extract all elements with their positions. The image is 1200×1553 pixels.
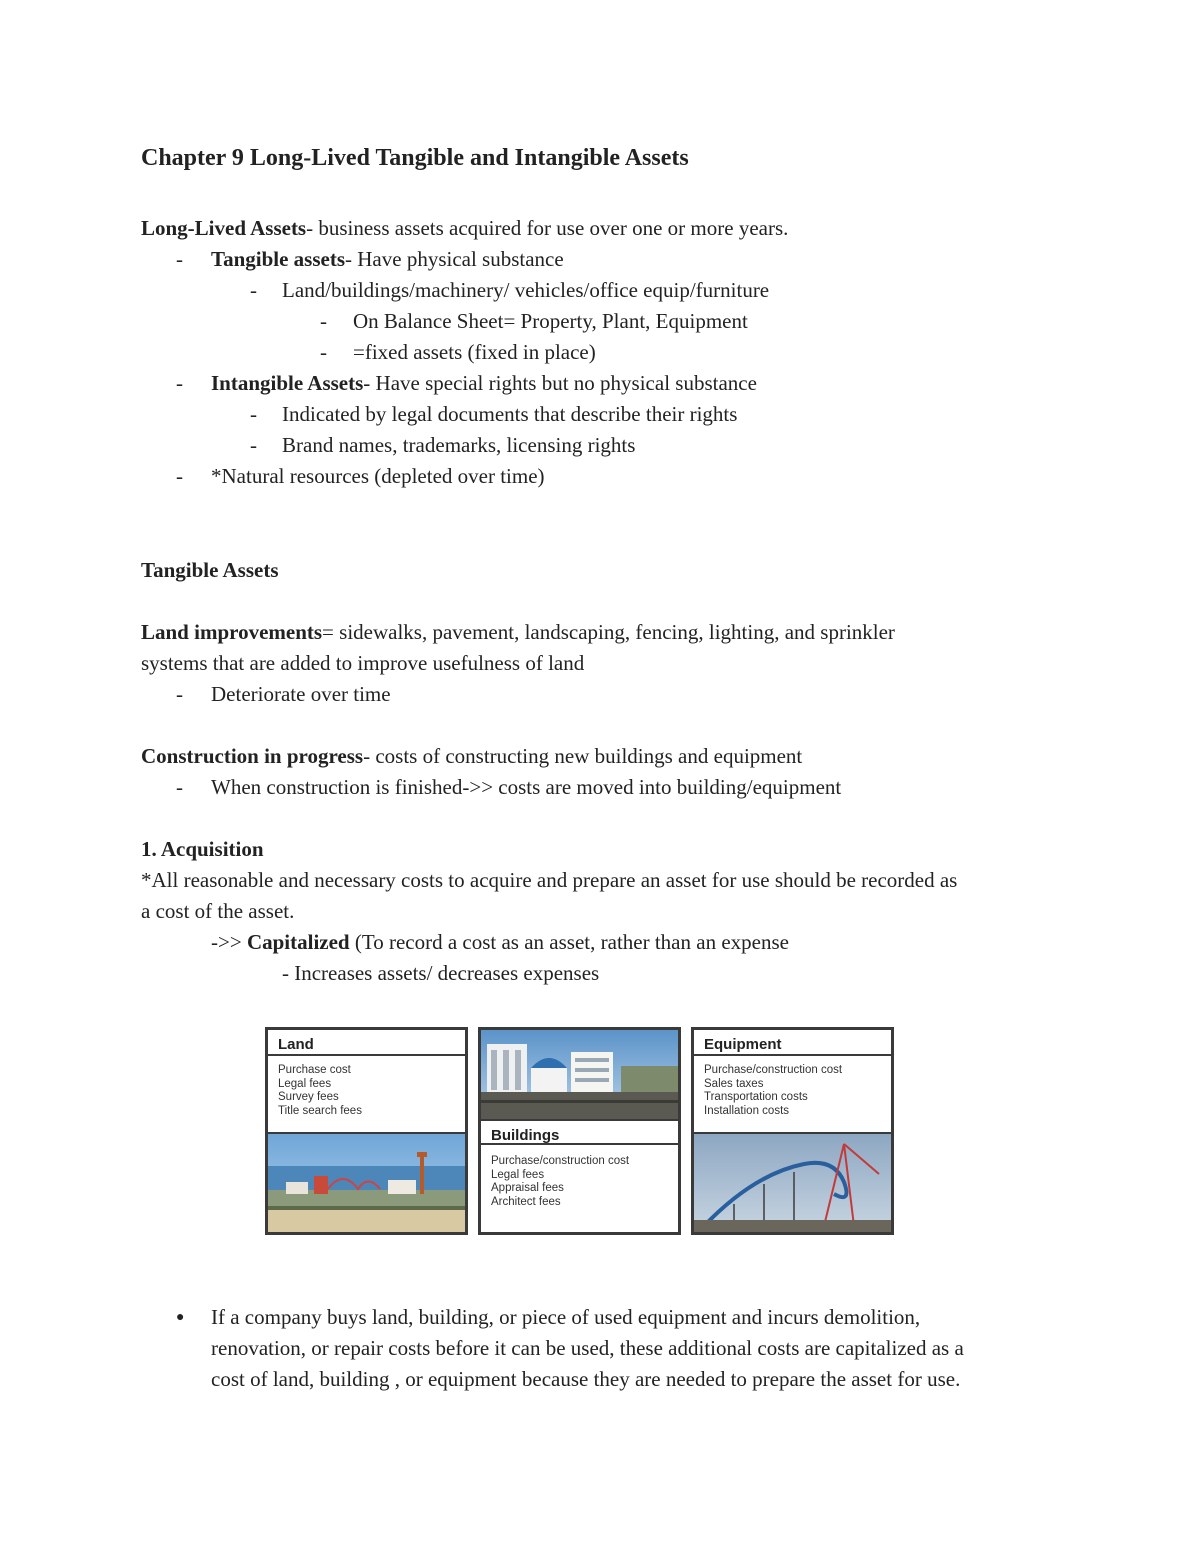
tangible-sub-item: On Balance Sheet= Property, Plant, Equipment xyxy=(353,309,748,333)
acquisition-heading xyxy=(141,834,264,865)
land-improvements-def: = sidewalks, pavement, landscaping, fencing, lighting, and sprinkler xyxy=(322,620,895,644)
list-item: Transportation costs xyxy=(704,1091,808,1103)
list-item: Survey fees xyxy=(278,1091,339,1103)
long-lived-term: Long-Lived Assets xyxy=(141,216,307,240)
construction-def: - costs of constructing new buildings and equipment xyxy=(363,744,803,768)
dash-marker: - xyxy=(250,278,257,302)
tangible-sub-item: =fixed assets (fixed in place) xyxy=(353,340,596,364)
list-item: Sales taxes xyxy=(704,1077,764,1090)
list-item: Purchase/construction cost xyxy=(491,1155,630,1167)
page-title: Chapter 9 Long-Lived Tangible and Intangible Assets xyxy=(141,145,689,171)
list-item: Title search fees xyxy=(278,1104,362,1117)
intangible-term: Intangible Assets xyxy=(211,371,364,395)
bullet-marker: ● xyxy=(176,1310,185,1325)
long-lived-definition xyxy=(141,213,788,244)
list-item: Legal fees xyxy=(491,1168,545,1181)
tangible-def: - Have physical substance xyxy=(345,247,564,271)
acquisition-line: *All reasonable and necessary costs to acquire and prepare an asset for use should be recorded as xyxy=(141,868,958,892)
land-card xyxy=(265,1027,468,1235)
long-lived-def: - business assets acquired for use over one or more years. xyxy=(306,216,789,240)
intangible-definition xyxy=(211,368,757,399)
land-improvements-term: Land improvements xyxy=(141,620,323,644)
land-photo xyxy=(268,1132,465,1234)
acquisition-heading-text: 1. Acquisition xyxy=(141,837,264,861)
land-improvements-def-cont: systems that are added to improve usefulness of land xyxy=(141,651,585,675)
list-item: Purchase/construction cost xyxy=(704,1064,843,1076)
dash-marker: - xyxy=(176,682,183,706)
dash-marker: - xyxy=(176,464,183,488)
list-item: Installation costs xyxy=(704,1104,790,1117)
capitalized-sub-item: - Increases assets/ decreases expenses xyxy=(282,961,600,985)
intangible-sub-item: Brand names, trademarks, licensing rights xyxy=(282,433,636,457)
dash-marker: - xyxy=(176,775,183,799)
construction-definition xyxy=(141,741,802,772)
dash-marker: - xyxy=(176,371,183,395)
dash-marker: - xyxy=(320,340,327,364)
section-heading-tangible xyxy=(141,555,279,586)
equipment-card-list xyxy=(694,1056,891,1118)
land-card-title: Land xyxy=(268,1030,465,1056)
intangible-sub-item: Indicated by legal documents that describe their rights xyxy=(282,402,738,426)
capitalized-definition xyxy=(211,927,789,958)
tangible-definition xyxy=(211,244,564,275)
bullet-paragraph-line: cost of land, building , or equipment because they are needed to prepare the asset for use. xyxy=(211,1367,961,1391)
dash-marker: - xyxy=(320,309,327,333)
list-item: Architect fees xyxy=(491,1195,561,1208)
list-item: Appraisal fees xyxy=(491,1182,564,1194)
list-item: Purchase cost xyxy=(278,1064,351,1076)
bullet-paragraph-line: renovation, or repair costs before it can be used, these additional costs are capitalized as a xyxy=(211,1336,964,1360)
acquisition-line: a cost of the asset. xyxy=(141,899,295,923)
tangible-sub-item: Land/buildings/machinery/ vehicles/office equip/furniture xyxy=(282,278,770,302)
bullet-paragraph-line: If a company buys land, building, or piece of used equipment and incurs demolition, xyxy=(211,1305,921,1329)
construction-sub-item: When construction is finished->> costs are moved into building/equipment xyxy=(211,775,842,799)
equipment-card-title: Equipment xyxy=(694,1030,891,1056)
list-item: Legal fees xyxy=(278,1077,332,1090)
land-card-list xyxy=(268,1056,465,1118)
buildings-card-title: Buildings xyxy=(481,1119,678,1145)
capitalized-def: (To record a cost as an asset, rather than an expense xyxy=(349,930,789,954)
buildings-card xyxy=(478,1027,681,1235)
section-heading-text: Tangible Assets xyxy=(141,558,279,582)
dash-marker: - xyxy=(250,402,257,426)
dash-marker: - xyxy=(250,433,257,457)
land-improvements-definition xyxy=(141,617,895,648)
intangible-def: - Have special rights but no physical substance xyxy=(363,371,757,395)
buildings-photo xyxy=(481,1030,678,1119)
dash-marker: - xyxy=(176,247,183,271)
equipment-card xyxy=(691,1027,894,1235)
natural-resources-item: *Natural resources (depleted over time) xyxy=(211,464,545,488)
buildings-card-list xyxy=(481,1147,678,1209)
tangible-term: Tangible assets xyxy=(211,247,346,271)
arrow-prefix: ->> xyxy=(211,930,247,954)
land-improvements-sub-item: Deteriorate over time xyxy=(211,682,391,706)
capitalized-term: Capitalized xyxy=(246,930,350,954)
equipment-photo xyxy=(694,1132,891,1234)
construction-term: Construction in progress xyxy=(141,744,364,768)
